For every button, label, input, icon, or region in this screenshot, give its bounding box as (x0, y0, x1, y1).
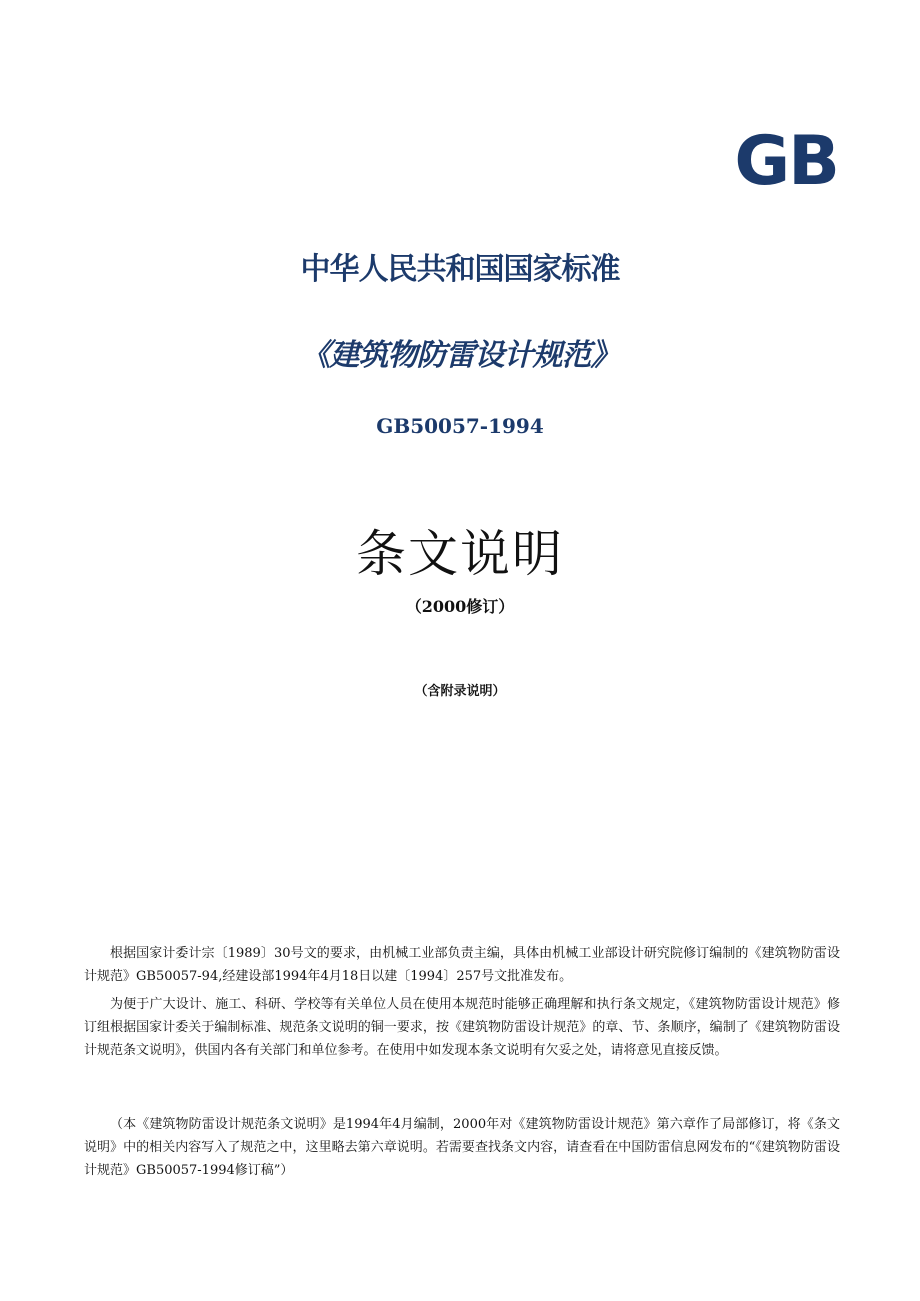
standard-title: 中华人民共和国国家标准 (300, 252, 620, 287)
revision-note: （2000修订） (405, 597, 515, 616)
paragraph-text: 根据国家计委计宗〔1989〕30号文的要求，由机械工业部负责主编，具体由机械工业部设计研究院修订编制的《建筑物防雷设计规范》GB50057-94,经建设部1994年4月18日以建〔1994〕257号文批准发布。 (84, 946, 840, 984)
body-paragraph-3 (84, 1113, 840, 1182)
paragraph-text: 为便于广大设计、施工、科研、学校等有关单位人员在使用本规范时能够正确理解和执行条文规定，《建筑物防雷设计规范》修订组根据国家计委关于编制标准、规范条文说明的铜一要求，按《建筑物防雷设计规范》的章、节、条顺序，编制了《建筑物防雷设计规范条文说明》，供国内各有关部门和单位参考。在使用中如发现本条文说明有欠妥之处，请将意见直接反馈。 (84, 997, 840, 1058)
spec-title: 《建筑物防雷设计规范》 (300, 338, 620, 373)
body-paragraph-2 (84, 993, 840, 1062)
body-paragraph-1 (84, 942, 840, 988)
gb-logo: GB (734, 122, 838, 201)
paragraph-text: （本《建筑物防雷设计规范条文说明》是1994年4月编制，2000年对《建筑物防雷设计规范》第六章作了局部修订，将《条文说明》中的相关内容写入了规范之中，这里略去第六章说明。若需要查找条文内容，请查看在中国防雷信息网发布的“《建筑物防雷设计规范》GB50057-1994修订稿”） (84, 1117, 840, 1178)
spec-code: GB50057-1994 (376, 414, 544, 438)
appendix-note: （含附录说明） (414, 684, 506, 699)
main-heading: 条文说明 (356, 525, 564, 583)
